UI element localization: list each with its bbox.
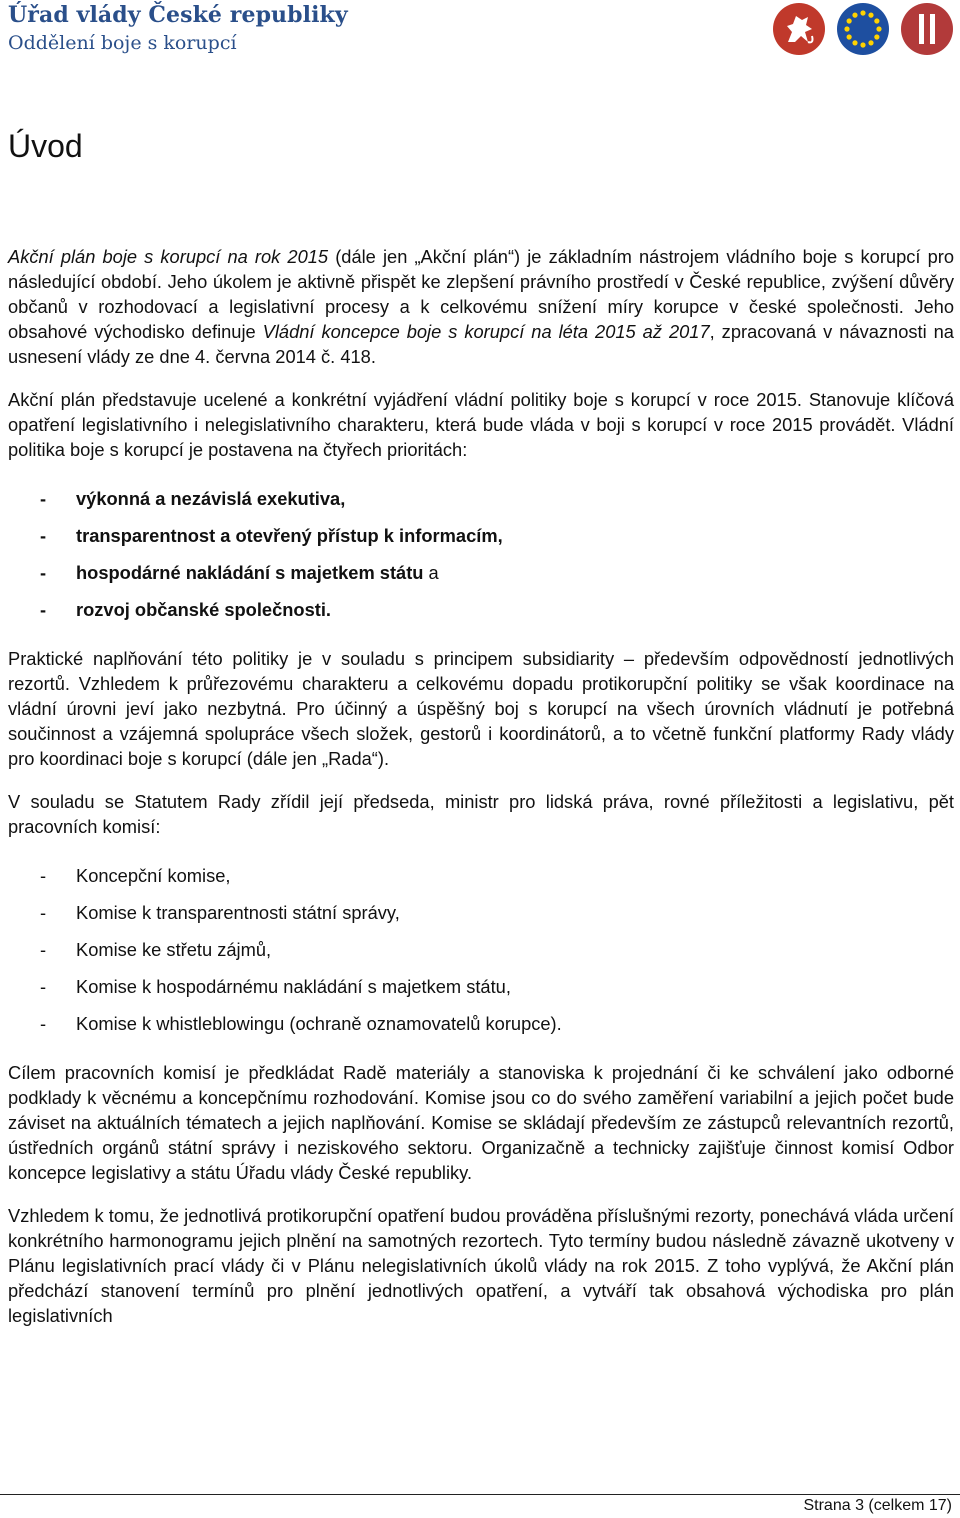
organization-name: Úřad vlády České republiky bbox=[8, 2, 348, 28]
page-number: Strana 3 (celkem 17) bbox=[803, 1497, 952, 1514]
intro-text-end: , zpracovaná v návaznosti na usnesení vlády ze dne 4. června 2014 č. 418. bbox=[8, 321, 954, 367]
paragraph-statute: V souladu se Statutem Rady zřídil její předseda, ministr pro lidská práva, rovné příležitosti a legislativu, pět pracovních komisí: bbox=[8, 791, 954, 837]
list-item: - Komise k transparentnosti státní správy, bbox=[8, 894, 954, 931]
list-item: - Komise k hospodárnému nakládání s majetkem státu, bbox=[8, 968, 954, 1005]
footer-divider bbox=[0, 1494, 960, 1495]
document-body bbox=[8, 118, 954, 1346]
page-header bbox=[0, 0, 960, 64]
list-item: - hospodárné nakládání s majetkem státu a bbox=[8, 554, 954, 591]
list-item: - Komise ke střetu zájmů, bbox=[8, 931, 954, 968]
list-item: - Komise k whistleblowingu (ochraně oznamovatelů korupce). bbox=[8, 1005, 954, 1042]
department-name: Oddělení boje s korupcí bbox=[8, 32, 237, 54]
list-item: - rozvoj občanské společnosti. bbox=[8, 591, 954, 628]
list-item: - Koncepční komise, bbox=[8, 857, 954, 894]
paragraph-commissions-goal: Cílem pracovních komisí je předkládat Radě materiály a stanoviska k projednání či ke schválení jako odborné podklady k věcnému a koncepčnímu rozhodování. Komise jsou co do svého zaměření variabilní a jejich počet bude záviset na aktuálních tématech a jejich naplňování. Komise se skládají především ze zástupců relevantních rezortů, ústředních orgánů státní správy i neziskového sektoru. Organizačně a technicky zajišťuje činnost komisí Odbor koncepce legislativy a státu Úřadu vlády České republiky. bbox=[8, 1062, 954, 1183]
concept-title: Vládní koncepce boje s korupcí na léta 2015 až 2017 bbox=[262, 321, 710, 342]
ii-emblem-icon bbox=[900, 2, 954, 56]
czech-lion-icon bbox=[772, 2, 826, 56]
list-item: - výkonná a nezávislá exekutiva, bbox=[8, 480, 954, 517]
paragraph-priorities-intro: Akční plán představuje ucelené a konkrétní vyjádření vládní politiky boje s korupcí v roce 2015. Stanovuje klíčová opatření legislativního i nelegislativního charakteru, která bude vláda v boji s korupcí v roce 2015 provádět. Vládní politika boje s korupcí je postavena na čtyřech prioritách: bbox=[8, 389, 954, 460]
action-plan-title: Akční plán boje s korupcí na rok 2015 bbox=[8, 246, 329, 267]
paragraph-schedule: Vzhledem k tomu, že jednotlivá protikorupční opatření budou prováděna příslušnými rezorty, ponechává vláda určení konkrétního harmonogramu jejich plnění na samotných rezortech. Tyto termíny budou následně závazně ukotveny v Plánu legislativních prací vlády či v Plánu nelegislativních úkolů vlády na rok 2015. Z toho vyplývá, že Akční plán předchází stanovení termínů pro plnění jednotlivých opatření, a vytváří tak obsahová východiska pro plán legislativních bbox=[8, 1205, 954, 1326]
paragraph-intro bbox=[8, 244, 954, 369]
eu-stars-icon bbox=[836, 2, 890, 56]
list-item: - transparentnost a otevřený přístup k informacím, bbox=[8, 517, 954, 554]
page-title: Úvod bbox=[8, 128, 83, 164]
paragraph-coordination: Praktické naplňování této politiky je v souladu s principem subsidiarity – především odpovědností jednotlivých rezortů. Vzhledem k průřezovému charakteru a celkovému dopadu protikorupční politiky se však koordinace na vládní úrovni jeví jako nezbytná. Pro účinný a úspěšný boj s korupcí na všech úrovních vládnutí je potřebná součinnost a vzájemná spolupráce všech složek, gestorů i koordinátorů, a to včetně funkční platformy Rady vlády pro koordinaci boje s korupcí (dále jen „Rada“). bbox=[8, 648, 954, 769]
intro-text: (dále jen „Akční plán“) je základním nástrojem vládního boje s korupcí pro následující období. Jeho úkolem je aktivně přispět ke zlepšení právního prostředí v České republice, zvýšení důvěry občanů v rozhodovací a legislativní procesy a k celkovému snížení míry korupce v české společnosti. Jeho obsahové východisko definuje bbox=[8, 246, 954, 342]
commissions-list bbox=[8, 857, 954, 1042]
priorities-list bbox=[8, 480, 954, 628]
